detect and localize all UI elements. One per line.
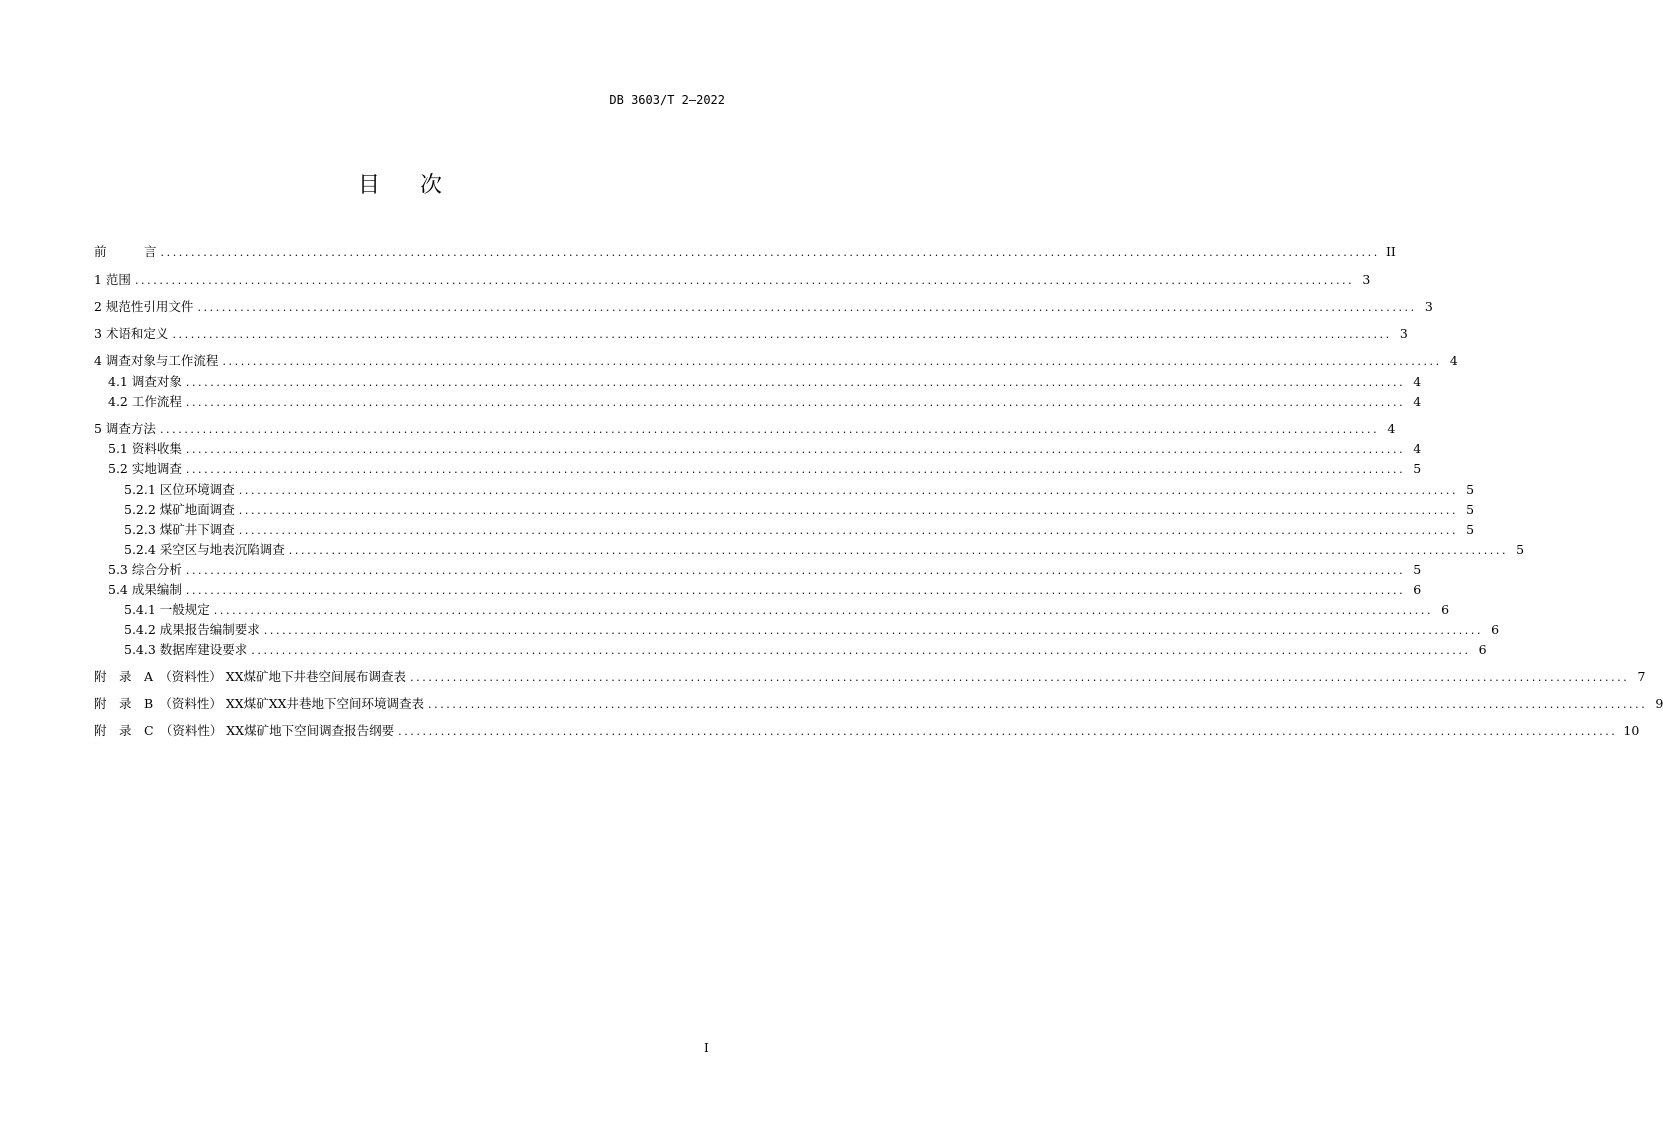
toc-entry-label: 5.2.2 煤矿地面调查 (124, 502, 235, 517)
toc-entry-label: 5.2 实地调查 (108, 461, 182, 476)
toc-entry-page: 5 (1413, 461, 1422, 476)
toc-entry-page: 5 (1466, 482, 1475, 497)
toc-leader-dots: ........................................................................................................................................................................................................ (263, 624, 1484, 637)
toc-entry-label: 5.2.1 区位环境调查 (124, 482, 235, 497)
toc-leader-dots: ........................................................................................................................................................................................................ (185, 463, 1406, 476)
toc-entry[interactable] (94, 420, 1396, 438)
toc-entry-page: 4 (1413, 374, 1422, 389)
toc-entry-page: 9 (1655, 696, 1663, 711)
toc-entry[interactable] (94, 460, 1422, 478)
toc-entry[interactable] (94, 581, 1422, 599)
toc-entry-label: 前 言 (94, 244, 157, 259)
toc-entry-label: 4.2 工作流程 (108, 394, 182, 409)
toc-entry-label: 3 术语和定义 (94, 326, 169, 341)
toc-leader-dots: ........................................................................................................................................................................................................ (185, 584, 1406, 597)
toc-leader-dots: ........................................................................................................................................................................................................ (398, 725, 1618, 738)
toc-entry[interactable] (94, 501, 1475, 519)
toc-leader-dots: ........................................................................................................................................................................................................ (288, 544, 1509, 557)
toc-entry-page: 4 (1413, 441, 1422, 456)
toc-leader-dots: ........................................................................................................................................................................................................ (185, 564, 1406, 577)
toc-entry-label: 5.3 综合分析 (108, 562, 182, 577)
toc-entry-page: 5 (1466, 522, 1475, 537)
toc-entry-page: 3 (1399, 326, 1408, 341)
toc-entry-page: 3 (1362, 272, 1371, 287)
toc-entry-label: 5.2.3 煤矿井下调查 (124, 522, 235, 537)
toc-entry-label: 5.4.1 一般规定 (124, 602, 210, 617)
toc-entry[interactable] (94, 352, 1458, 370)
toc-entry-label: 4.1 调查对象 (108, 374, 182, 389)
toc-entry-page: 4 (1449, 353, 1458, 368)
toc-entry-label: 5.4.3 数据库建设要求 (124, 642, 248, 657)
toc-leader-dots: ........................................................................................................................................................................................................ (159, 423, 1380, 436)
toc-entry-label: 5.2.4 采空区与地表沉陷调查 (124, 542, 285, 557)
toc-entry-page: 6 (1478, 642, 1487, 657)
toc-entry[interactable] (94, 621, 1500, 639)
page-number: I (704, 1041, 709, 1055)
toc-entry[interactable] (94, 722, 1640, 740)
toc-entry[interactable] (94, 243, 1396, 261)
toc-entry-page: 3 (1424, 299, 1433, 314)
toc-entry-page: 7 (1637, 669, 1646, 684)
toc-leader-dots: ........................................................................................................................................................................................................ (251, 644, 1471, 657)
toc-entry[interactable] (94, 641, 1487, 659)
toc-entry-label: 2 规范性引用文件 (94, 299, 194, 314)
toc-leader-dots: ........................................................................................................................................................................................................ (197, 301, 1417, 314)
page-title: 目次 (357, 173, 482, 198)
toc-leader-dots: ........................................................................................................................................................................................................ (185, 443, 1406, 456)
toc-leader-dots: ........................................................................................................................................................................................................ (410, 671, 1630, 684)
toc-entry-label: 4 调查对象与工作流程 (94, 353, 219, 368)
toc-entry-page: 5 (1516, 542, 1525, 557)
document-code: DB 3603/T 2—2022 (609, 93, 725, 107)
toc-entry[interactable] (94, 298, 1433, 316)
toc-entry[interactable] (94, 440, 1422, 458)
toc-leader-dots: ........................................................................................................................................................................................................ (185, 396, 1406, 409)
toc-entry[interactable] (94, 695, 1663, 713)
toc-entry-page: 4 (1413, 394, 1422, 409)
toc-entry-page: 6 (1413, 582, 1422, 597)
toc-entry[interactable] (94, 393, 1422, 411)
toc-entry-label: 5.4 成果编制 (108, 582, 182, 597)
toc-entry-page: 6 (1441, 602, 1450, 617)
toc-leader-dots: ........................................................................................................................................................................................................ (222, 355, 1442, 368)
toc-leader-dots: ........................................................................................................................................................................................................ (134, 274, 1355, 287)
toc-entry-label: 5 调查方法 (94, 421, 156, 436)
toc-leader-dots: ........................................................................................................................................................................................................ (172, 328, 1392, 341)
toc-entry[interactable] (94, 481, 1475, 499)
toc-entry[interactable] (94, 325, 1408, 343)
toc-entry[interactable] (94, 601, 1450, 619)
toc-leader-dots: ........................................................................................................................................................................................................ (213, 604, 1434, 617)
toc-entry[interactable] (94, 668, 1646, 686)
toc-entry[interactable] (94, 561, 1422, 579)
toc-leader-dots: ........................................................................................................................................................................................................ (238, 484, 1459, 497)
toc-leader-dots: ........................................................................................................................................................................................................ (185, 376, 1406, 389)
toc-entry-page: 5 (1466, 502, 1475, 517)
toc-entry-label: 附 录 A （资料性） XX煤矿地下井巷空间展布调查表 (94, 669, 407, 684)
toc-entry-page: 5 (1413, 562, 1422, 577)
toc-leader-dots: ........................................................................................................................................................................................................ (160, 246, 1380, 259)
toc-entry-page: 6 (1491, 622, 1500, 637)
toc-entry-label: 5.4.2 成果报告编制要求 (124, 622, 260, 637)
toc-entry[interactable] (94, 271, 1371, 289)
toc-entry-label: 5.1 资料收集 (108, 441, 182, 456)
toc-entry-page: II (1385, 244, 1396, 259)
toc-leader-dots: ........................................................................................................................................................................................................ (238, 524, 1459, 537)
toc-leader-dots: ........................................................................................................................................................................................................ (238, 504, 1459, 517)
toc-entry[interactable] (94, 521, 1475, 539)
toc-leader-dots: ........................................................................................................................................................................................................ (428, 698, 1648, 711)
toc-entry[interactable] (94, 541, 1525, 559)
toc-entry-label: 1 范围 (94, 272, 131, 287)
toc-entry-label: 附 录 B （资料性） XX煤矿XX井巷地下空间环境调查表 (94, 696, 425, 711)
toc-entry-page: 4 (1387, 421, 1396, 436)
toc-entry-page: 10 (1623, 723, 1640, 738)
toc-entry[interactable] (94, 373, 1422, 391)
toc-entry-label: 附 录 C （资料性） XX煤矿地下空间调查报告纲要 (94, 723, 395, 738)
